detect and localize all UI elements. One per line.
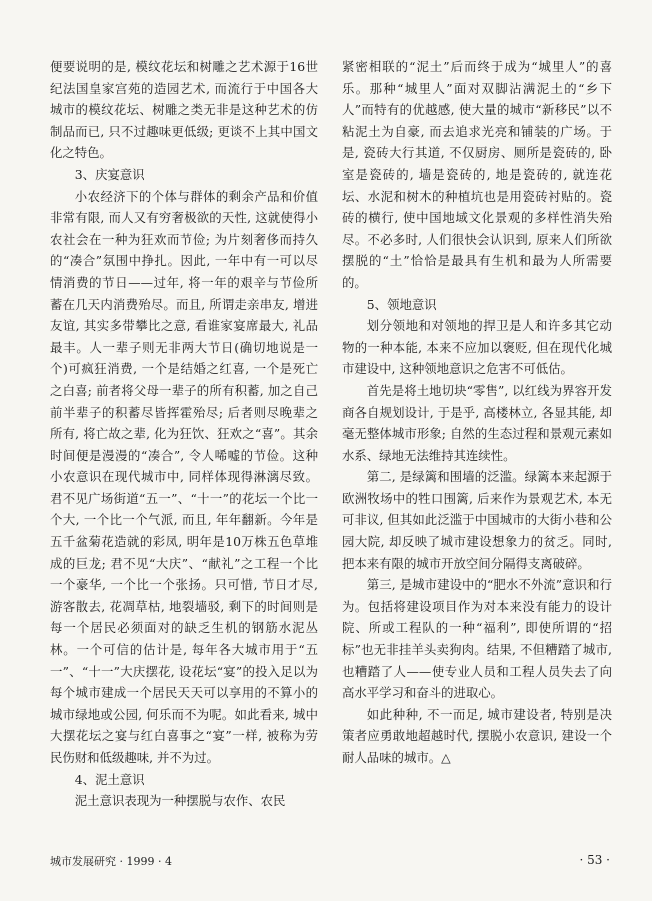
left-paragraph: 便要说明的是, 模纹花坛和树雕之艺术源于16世纪法国皇家宫苑的造园艺术, 而流行于中国各大城市的模纹花坛、树雕之类无非是这种艺术的仿制品而已, 只不过趣味更低级; 更谈不上其中国文化之特色。 (50, 59, 318, 161)
right-paragraph: 如此种种, 不一而足, 城市建设者, 特别是决策者应勇敢地超越时代, 摆脱小农意识, 建设一个耐人品味的城市。△ (342, 706, 612, 765)
left-section-heading: 4、泥土意识 (74, 771, 145, 787)
right-paragraph-continued: 紧密相联的“泥土”后而终于成为“城里人”的喜乐。那种“城里人”面对双脚沾满泥土的“乡下人”而特有的优越感, 使大量的城市“新移民”以不粘泥土为自豪, 而去追求光亮和铺装的广场。于是, 瓷砖大行其道, 不仅厨房、厕所是瓷砖的, 卧室是瓷砖的, 墙是瓷砖的, 地是瓷砖的, 就连花坛、水泥和树木的种植坑也是用瓷砖衬贴的。瓷砖的横行, 使中国地域文化景观的多样性消失殆尽。不必多时, 人们很快会认识到, 原来人们所欲摆脱的“土”恰恰是最具有生机和最为人所需要的。 (342, 59, 612, 290)
left-paragraph: 泥土意识表现为一种摆脱与农作、农民 (74, 793, 286, 809)
right-paragraph: 第三, 是城市建设中的“肥水不外流”意识和行为。包括将建设项目作为对本来没有能力的设计院、所或工程队的一种“福利”, 即使所谓的“招标”也无非挂羊头卖狗肉。结果, 不但糟踏了城市, 也糟踏了人——使专业人员和工程人员失去了向高水平学习和奋斗的进取心。 (342, 577, 612, 701)
journal-citation: 城市发展研究 · 1999 · 4 (50, 855, 172, 868)
left-text-column (50, 56, 318, 812)
right-text-column (342, 56, 612, 769)
page-number: · 53 · (579, 853, 610, 867)
left-section-heading: 3、庆宴意识 (74, 166, 145, 182)
page-footer (50, 853, 610, 873)
right-section-heading: 5、领地意识 (366, 296, 437, 312)
right-paragraph: 首先是将土地切块“零售”, 以红线为界容开发商各自规划设计, 于是乎, 高楼林立, 各显其能, 却毫无整体城市形象; 自然的生态过程和景观元素如水系、绿地无法维持其连续性。 (342, 382, 612, 463)
right-paragraph: 第二, 是绿篱和围墙的泛滥。绿篱本来起源于欧洲牧场中的牲口围篱, 后来作为景观艺术, 本无可非议, 但其如此泛滥于中国城市的大街小巷和公园大院, 却反映了城市建设想象力的贫乏。同时, 把本来有限的城市开放空间分隔得支离破碎。 (342, 469, 612, 571)
right-paragraph: 划分领地和对领地的捍卫是人和许多其它动物的一种本能, 本来不应加以褒贬, 但在现代化城市建设中, 这种领地意识之危害不可低估。 (342, 318, 612, 377)
left-paragraph: 小农经济下的个体与群体的剩余产品和价值非常有限, 而人又有穷奢极欲的天性, 这就使得小农社会在一种为狂欢而节俭; 为片刻奢侈而持久的“凑合”氛围中挣扎。因此, 一年中有一可以尽情消费的节日——过年, 将一年的艰辛与节俭所蓄在几天内消费殆尽。而且, 所谓走亲串友, 增进友谊, 其实多带攀比之意, 看谁家宴席最大, 礼品最丰。人一辈子则无非两大节日(确切地说是一个)可疯狂消费, 一个是结婚之红喜, 一个是死亡之白喜; 前者将父母一辈子的所有积蓄, 加之自己前半辈子的积蓄尽皆挥霍殆尽; 后者则尽晚辈之所有, 将亡故之辈, 化为狂饮、狂欢之“喜”。其余时间便是漫漫的“凑合”, 令人唏嘘的节俭。这种小农意识在现代城市中, 同样体现得淋漓尽致。君不见广场街道“五一”、“十一”的花坛一个比一个大, 一个比一个气派, 而且, 年年翻新。今年是五千盆菊花造就的彩凤, 明年是10万株五色草堆成的巨龙; 君不见“大庆”、“献礼”之工程一个比一个豪华, 一个比一个张扬。只可惜, 节日才尽, 游客散去, 花凋草枯, 地裂墙驳, 剩下的时间则是每一个居民必须面对的缺乏生机的钢筋水泥丛林。一个可信的估计是, 每年各大城市用于“五一”、“十一”大庆摆花, 设花坛“宴”的投入足以为每个城市建成一个居民天天可以享用的不算小的城市绿地或公园, 何乐而不为呢。如此看来, 城中大摆花坛之宴与红白喜事之“宴”一样, 被称为劳民伤财和低级趣味, 并不为过。 (50, 188, 318, 765)
